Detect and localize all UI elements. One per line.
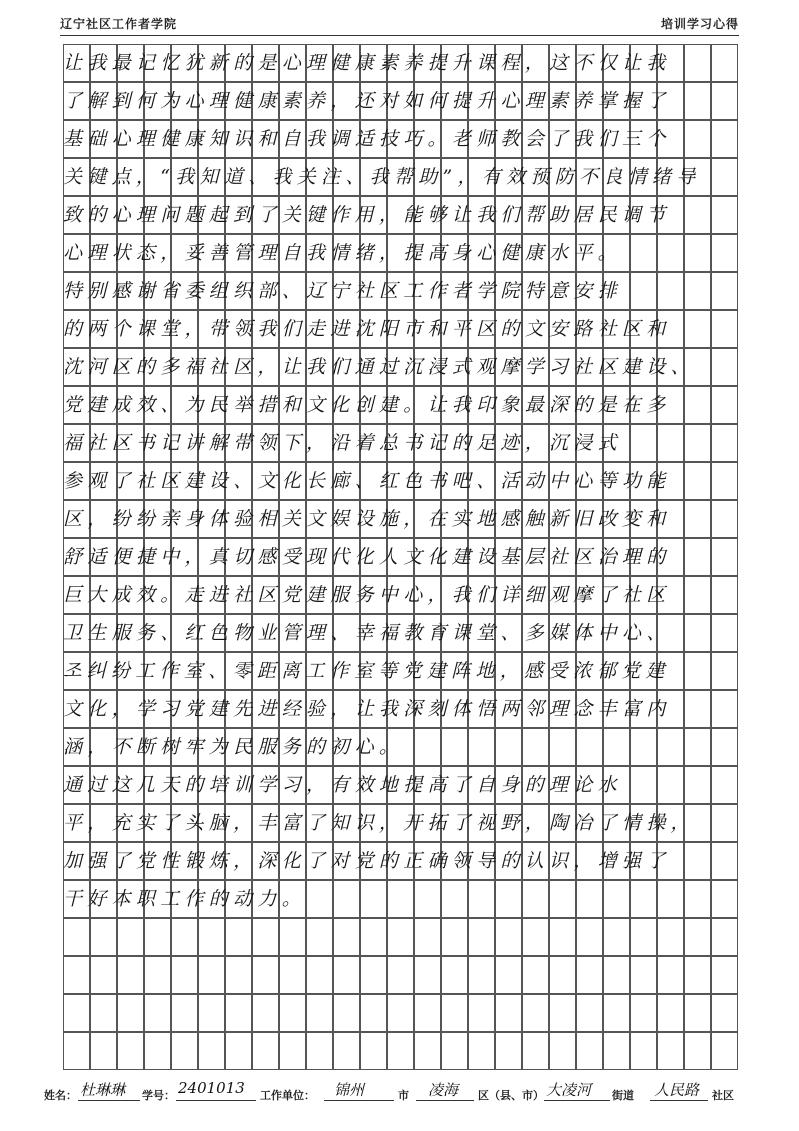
grid-row	[63, 120, 738, 158]
grid-cell	[63, 1032, 90, 1070]
handwritten-line: 了解到何为心理健康素养，还对如何提升心理素养掌握了	[63, 90, 671, 112]
grid-cell	[711, 1032, 738, 1070]
grid-row	[63, 310, 738, 348]
name-value: 杜琳琳	[80, 1081, 126, 1099]
grid-cell	[603, 1032, 630, 1070]
handwritten-line: 舒适便捷中，真切感受现代化人文化建设基层社区治理的	[63, 546, 671, 568]
grid-row	[63, 234, 738, 272]
grid-cell	[306, 1032, 333, 1070]
grid-cell	[549, 1032, 576, 1070]
handwritten-line: 参观了社区建设、文化长廊、红色书吧、活动中心等功能	[63, 470, 671, 492]
grid-row	[63, 576, 738, 614]
grid-cell	[576, 1032, 603, 1070]
grid-row	[63, 804, 738, 842]
street-label: 街道	[612, 1089, 634, 1102]
handwritten-line: 致的心理问题起到了关键作用，能够让我们帮助居民调节	[63, 204, 671, 226]
handwritten-line: 基础心理健康知识和自我调适技巧。老师教会了我们三个	[63, 128, 671, 150]
grid-row	[63, 1032, 738, 1070]
grid-cell	[414, 1032, 441, 1070]
city-value: 锦州	[334, 1081, 365, 1099]
grid-row	[63, 690, 738, 728]
grid-row	[63, 614, 738, 652]
grid-row	[63, 842, 738, 880]
grid-row	[63, 956, 738, 994]
handwritten-line: 干好本职工作的动力。	[63, 888, 307, 910]
grid-cell	[387, 1032, 414, 1070]
grid-cell	[360, 1032, 387, 1070]
grid-row	[63, 386, 738, 424]
grid-cell	[333, 1032, 360, 1070]
grid-row	[63, 918, 738, 956]
handwritten-line: 福社区书记讲解带领下，沿着总书记的足迹，沉浸式	[63, 432, 622, 454]
grid-row	[63, 652, 738, 690]
grid-row	[63, 994, 738, 1032]
grid-cell	[198, 1032, 225, 1070]
handwritten-line: 조纠纷工作室、零距离工作室等党建阵地，感受浓郁党建	[63, 660, 670, 682]
grid-cell	[144, 1032, 171, 1070]
community-label: 社区	[712, 1089, 734, 1102]
grid-cell	[90, 1032, 117, 1070]
handwritten-line: 卫生服务、红色物业管理、幸福教育课堂、多媒体中心、	[63, 622, 671, 644]
grid-row	[63, 766, 738, 804]
grid-cell	[630, 1032, 657, 1070]
handwritten-line: 通过这几天的培训学习，有效地提高了自身的理论水	[63, 774, 622, 796]
handwritten-line: 平，充实了头脑，丰富了知识，开拓了视野，陶冶了情操，	[63, 812, 695, 834]
handwritten-line	[63, 994, 738, 1032]
grid-cell	[657, 1032, 684, 1070]
grid-row	[63, 500, 738, 538]
street-value: 大凌河	[546, 1081, 592, 1099]
handwritten-line: 关键点，“我知道、我关注、我帮助”，有效预防不良情绪导	[63, 166, 701, 188]
district-value: 凌海	[428, 1081, 459, 1099]
grid-cell	[171, 1032, 198, 1070]
grid-row	[63, 272, 738, 310]
handwritten-line: 加强了党性锻炼，深化了对党的正确领导的认识，增强了	[63, 850, 671, 872]
grid-row	[63, 424, 738, 462]
district-underline	[416, 1100, 474, 1101]
handwritten-line	[63, 918, 738, 956]
grid-cell	[252, 1032, 279, 1070]
handwritten-line: 巨大成效。走进社区党建服务中心，我们详细观摩了社区	[63, 584, 671, 606]
grid-cell	[684, 1032, 711, 1070]
unit-label: 工作单位：	[260, 1089, 315, 1102]
handwritten-line: 心理状态，妥善管理自我情绪，提高身心健康水平。	[63, 242, 622, 264]
handwritten-line: 区，纷纷亲身体验相关文娱设施，在实地感触新旧改变和	[63, 508, 671, 530]
grid-cell	[522, 1032, 549, 1070]
handwritten-line: 特别感谢省委组织部、辽宁社区工作者学院特意安排	[63, 280, 622, 302]
header-rule	[60, 35, 739, 36]
grid-row	[63, 538, 738, 576]
grid-row	[63, 880, 738, 918]
id-label: 学号：	[142, 1089, 175, 1102]
footer	[44, 1079, 755, 1105]
handwritten-line: 的两个课堂，带领我们走进沈阳市和平区的文安路社区和	[63, 318, 671, 340]
grid-row	[63, 348, 738, 386]
header-left: 辽宁社区工作者学院	[60, 17, 178, 31]
handwritten-line: 涵，不断树牢为民服务的初心。	[63, 736, 404, 758]
street-underline	[544, 1100, 610, 1101]
handwritten-line: 党建成效、为民举措和文化创建。让我印象最深的是在多	[63, 394, 671, 416]
grid-cell	[279, 1032, 306, 1070]
handwritten-line: 沈河区的多福社区，让我们通过沉浸式观摩学习社区建设、	[63, 356, 695, 378]
header-right: 培训学习心得	[660, 17, 739, 31]
handwritten-line	[63, 956, 738, 994]
name-underline	[78, 1100, 140, 1101]
handwritten-line: 让我最记忆犹新的是心理健康素养提升课程，这不仅让我	[63, 52, 671, 74]
grid-cell	[468, 1032, 495, 1070]
id-underline	[176, 1100, 256, 1101]
handwritten-line: 文化，学习党建先进经验，让我深刻体悟两邻理念丰富内	[63, 698, 671, 720]
grid-cell	[225, 1032, 252, 1070]
grid-row	[63, 462, 738, 500]
community-value: 人民路	[654, 1081, 700, 1099]
grid-cell	[117, 1032, 144, 1070]
grid-cell	[441, 1032, 468, 1070]
name-label: 姓名：	[44, 1089, 77, 1102]
writing-grid	[63, 44, 738, 1070]
grid-row	[63, 196, 738, 234]
grid-row	[63, 158, 738, 196]
grid-row	[63, 82, 738, 120]
district-label: 区（县、市）	[478, 1089, 544, 1102]
grid-row	[63, 728, 738, 766]
grid-cell	[495, 1032, 522, 1070]
grid-row	[63, 44, 738, 82]
community-underline	[650, 1100, 708, 1101]
city-underline	[324, 1100, 394, 1101]
id-value: 2401013	[178, 1079, 245, 1097]
city-label: 市	[398, 1089, 409, 1102]
